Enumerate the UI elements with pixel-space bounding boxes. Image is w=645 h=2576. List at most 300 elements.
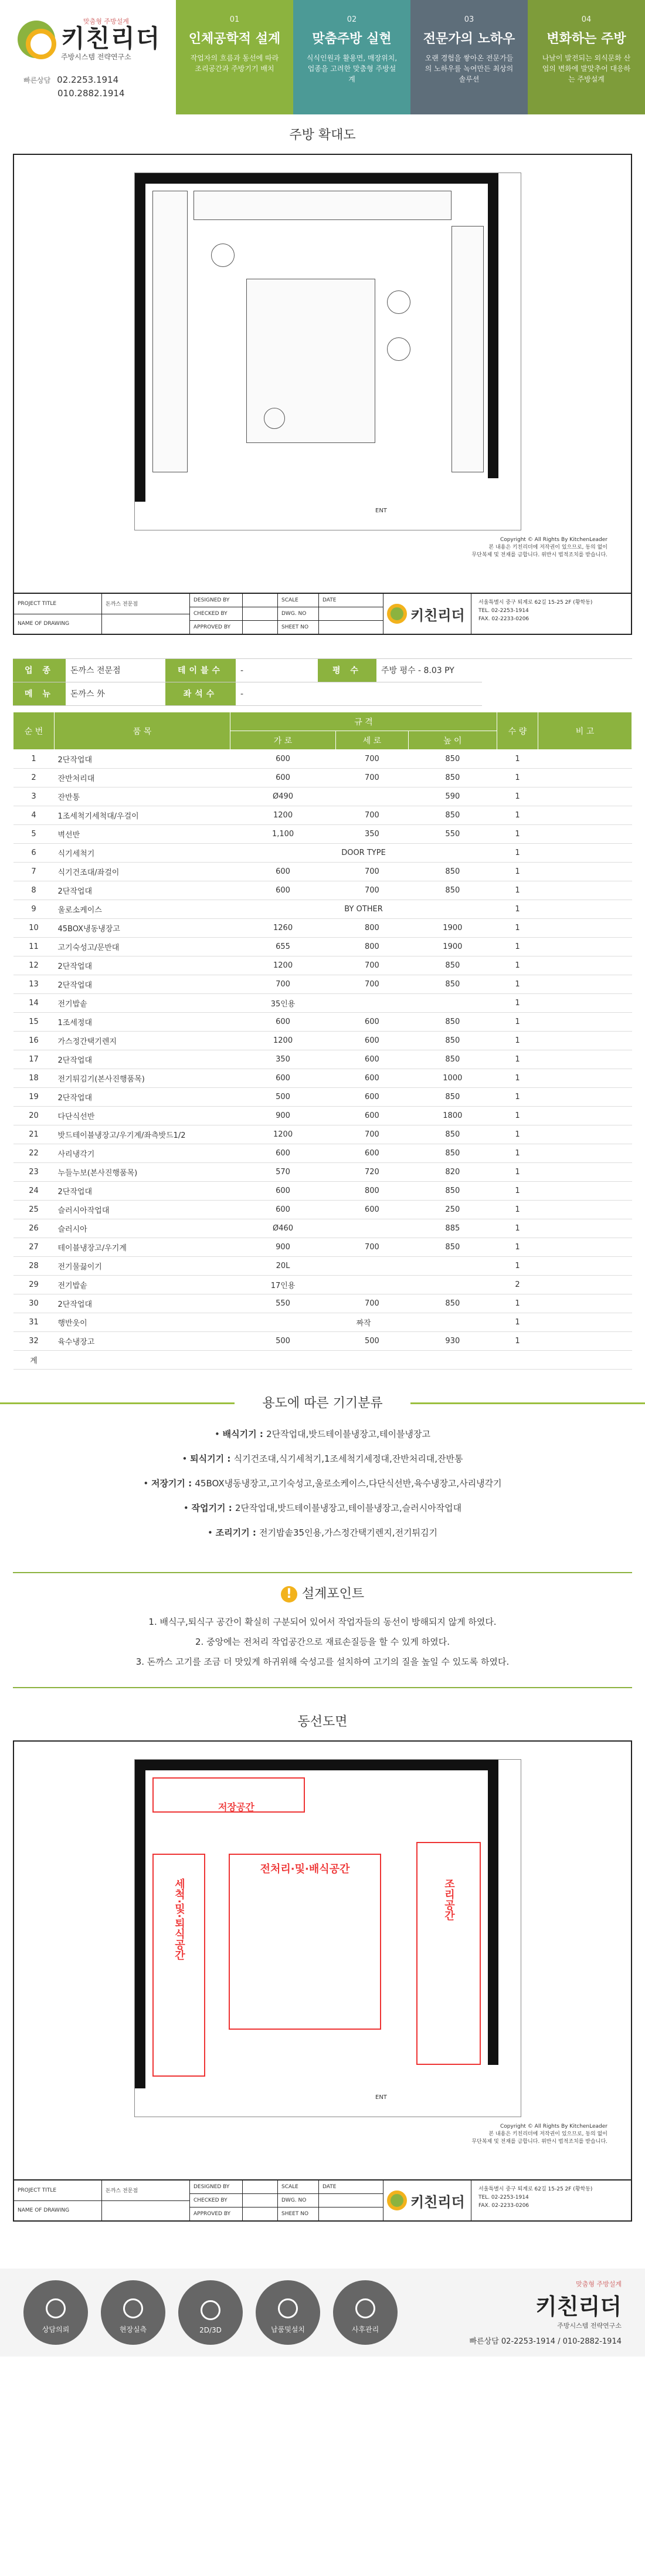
measure-icon	[123, 2298, 143, 2318]
floor-plan	[134, 173, 521, 530]
table-cell: 1	[497, 1013, 538, 1032]
table-row	[13, 1107, 632, 1125]
table-cell: 31	[13, 1313, 55, 1332]
table-cell: 850	[408, 769, 497, 787]
table-cell: 32	[13, 1332, 55, 1351]
table-cell: 1	[497, 1032, 538, 1050]
col-depth: 세 로	[336, 731, 409, 750]
footer	[0, 2269, 645, 2357]
table-cell: 전기밥솥	[55, 994, 230, 1013]
table-row	[13, 975, 632, 994]
floor-plan	[134, 1759, 521, 2117]
table-cell: 850	[408, 956, 497, 975]
table-cell	[538, 1201, 632, 1219]
fixture-right	[451, 226, 484, 472]
col-no: 순 번	[13, 712, 55, 750]
copyright: Copyright © All Rights By KitchenLeader 본 내용은 키친리더에 저작권이 있으므로, 동의 없이 무단복제 및 전재를 금합니다. 위반시 법적조치를 받습니다.	[471, 537, 607, 558]
table-row	[13, 806, 632, 825]
col-height: 높 이	[408, 731, 497, 750]
table-cell: 1	[497, 1050, 538, 1069]
info-value: 주방 평수 - 8.03 PY	[376, 659, 482, 682]
table-row	[13, 900, 632, 919]
table-cell: 27	[13, 1238, 55, 1257]
table-cell: 45BOX냉동냉장고	[55, 919, 230, 938]
table-cell: 10	[13, 919, 55, 938]
info-value: -	[236, 659, 318, 682]
table-cell: 600	[230, 1069, 336, 1088]
table-cell: 28	[13, 1257, 55, 1276]
title-block: PROJECT TITLE NAME OF DRAWING 돈까스 전문점 DESIGNED BY CHECKED BY APPROVED BY SCALE DWG. NO SHEET NO DATE 키친리더 서울특별시 중구 퇴계로 62길 15-25 2F (황학동) TEL. 02-2253-1914 FAX. 02-2233-0206	[14, 593, 631, 634]
table-cell: 720	[336, 1163, 409, 1182]
table-cell: 850	[408, 1088, 497, 1107]
fixture-round	[264, 408, 285, 429]
table-cell	[538, 975, 632, 994]
table-cell: 12	[13, 956, 55, 975]
table-cell: 누들누보(본사진행품목)	[55, 1163, 230, 1182]
table-row	[13, 844, 632, 863]
classify-item: • 작업기기 : 2단작업대,밧드테이블냉장고,테이블냉장고,슬러시아작업대	[183, 1503, 462, 1513]
table-cell: 590	[408, 787, 497, 806]
table-cell	[538, 806, 632, 825]
table-cell: 820	[408, 1163, 497, 1182]
table-row	[13, 1144, 632, 1163]
table-cell: 다단식선반	[55, 1107, 230, 1125]
table-cell: Ø490	[230, 787, 336, 806]
table-cell: 1,100	[230, 825, 336, 844]
footer-btn-install[interactable]: 납품및설치	[256, 2280, 320, 2345]
table-cell: 1	[497, 844, 538, 863]
table-cell	[538, 938, 632, 956]
table-cell	[538, 1313, 632, 1332]
table-cell	[538, 1219, 632, 1238]
table-cell: 9	[13, 900, 55, 919]
table-cell: 1	[497, 787, 538, 806]
table-cell	[408, 1351, 497, 1370]
footer-btn-aftercare[interactable]: 사후관리	[333, 2280, 398, 2345]
table-cell: 350	[336, 825, 409, 844]
install-icon	[278, 2298, 298, 2318]
title-block-address: 서울특별시 중구 퇴계로 62길 15-25 2F (황학동) TEL. 02-2253-1914 FAX. 02-2233-0206	[478, 600, 593, 622]
table-cell: 700	[230, 975, 336, 994]
table-cell: 23	[13, 1163, 55, 1182]
section-title-flow: 동선도면	[297, 1715, 348, 1729]
table-cell: 8	[13, 881, 55, 900]
col-qty: 수 량	[497, 712, 538, 750]
table-cell: 35인용	[230, 994, 336, 1013]
table-cell: 600	[230, 1144, 336, 1163]
table-cell: 슬러시아작업대	[55, 1201, 230, 1219]
table-row	[13, 1219, 632, 1238]
table-cell: 2단작업대	[55, 1182, 230, 1201]
table-cell: 250	[408, 1201, 497, 1219]
table-cell: 850	[408, 1050, 497, 1069]
table-cell: 13	[13, 975, 55, 994]
phone-block	[23, 73, 176, 100]
table-cell: 7	[13, 863, 55, 881]
table-cell	[538, 1144, 632, 1163]
classify-item: • 배식기기 : 2단작업대,밧드테이블냉장고,테이블냉장고	[215, 1429, 430, 1439]
table-cell	[538, 956, 632, 975]
table-row	[13, 1351, 632, 1370]
copyright: Copyright © All Rights By KitchenLeader 본 내용은 키친리더에 저작권이 있으므로, 동의 없이 무단복제 및 전재를 금합니다. 위반시 법적조치를 받습니다.	[471, 2124, 607, 2145]
alert-icon: !	[281, 1586, 297, 1603]
info-value: -	[236, 682, 318, 706]
table-cell: 2단작업대	[55, 956, 230, 975]
table-cell	[538, 1257, 632, 1276]
info-key: 좌석수	[165, 682, 236, 706]
table-cell	[538, 1125, 632, 1144]
table-cell: 19	[13, 1088, 55, 1107]
table-cell: 테이블냉장고/우기계	[55, 1238, 230, 1257]
table-cell: 850	[408, 881, 497, 900]
table-cell: 850	[408, 1125, 497, 1144]
fixture-round	[211, 244, 235, 267]
info-key: 테이블수	[165, 659, 236, 682]
table-cell: 600	[336, 1107, 409, 1125]
table-cell: 전기물끓이기	[55, 1257, 230, 1276]
table-cell: 고기숙성고/문반대	[55, 938, 230, 956]
table-cell: 600	[230, 1013, 336, 1032]
table-cell	[336, 1257, 409, 1276]
wall	[488, 173, 498, 478]
table-cell: 930	[408, 1332, 497, 1351]
title-block-address: 서울특별시 중구 퇴계로 62길 15-25 2F (황학동) TEL. 02-2253-1914 FAX. 02-2233-0206	[478, 2186, 593, 2209]
table-cell	[538, 1088, 632, 1107]
fixture-round	[387, 337, 410, 361]
table-cell	[538, 1107, 632, 1125]
table-cell: 1	[497, 900, 538, 919]
table-cell: 25	[13, 1201, 55, 1219]
footer-btn-consult[interactable]: 상담의뢰	[23, 2280, 88, 2345]
table-cell: 1	[497, 1069, 538, 1088]
table-cell: 1	[497, 1313, 538, 1332]
table-cell: 1	[497, 919, 538, 938]
header	[0, 0, 645, 114]
table-cell: 600	[336, 1050, 409, 1069]
table-cell: 2	[497, 1276, 538, 1294]
table-cell: 850	[408, 806, 497, 825]
table-cell: 29	[13, 1276, 55, 1294]
table-cell: 600	[336, 1201, 409, 1219]
table-cell	[538, 863, 632, 881]
zone-storage: 저장공간	[152, 1777, 305, 1813]
table-cell: 식기건조대/좌걸이	[55, 863, 230, 881]
table-cell: 600	[336, 1088, 409, 1107]
table-cell: 벽선반	[55, 825, 230, 844]
step-num: 02	[347, 15, 357, 24]
design-point: 2. 중앙에는 전처리 작업공간으로 재료손질등을 할 수 있게 하였다.	[195, 1637, 450, 1647]
table-cell: 3	[13, 787, 55, 806]
table-cell: 육수냉장고	[55, 1332, 230, 1351]
design-point: 3. 돈까스 고기를 조금 더 맛있게 하귀위해 숙성고를 설치하여 고기의 질을 높일 수 있도록 하였다.	[135, 1657, 510, 1667]
table-cell	[538, 900, 632, 919]
table-cell: 1	[497, 994, 538, 1013]
zone-prep: 전처리·및·배식공간	[229, 1854, 381, 2030]
table-cell: 350	[230, 1050, 336, 1069]
classify-item: • 저장기기 : 45BOX냉동냉장고,고기숙성고,울로소케이스,다단식선반,육수냉장고,사리냉각기	[143, 1478, 502, 1489]
logo-icon	[387, 604, 407, 624]
table-cell: 850	[408, 975, 497, 994]
ent-label: ENT	[375, 508, 387, 514]
table-cell: 1	[497, 806, 538, 825]
table-cell	[538, 1294, 632, 1313]
table-cell: 계	[13, 1351, 55, 1370]
table-cell: 2	[13, 769, 55, 787]
table-cell: 잔반처리대	[55, 769, 230, 787]
equipment-table	[13, 712, 632, 1370]
table-cell: Ø460	[230, 1219, 336, 1238]
table-row	[13, 1163, 632, 1182]
phone-2[interactable]: 010.2882.1914	[57, 88, 125, 99]
footer-btn-measure[interactable]: 현장실측	[101, 2280, 165, 2345]
table-cell: 655	[230, 938, 336, 956]
tb-logo: 키친리더	[410, 2193, 465, 2210]
col-spec: 규 격	[230, 712, 497, 731]
table-cell	[538, 881, 632, 900]
table-cell: 20L	[230, 1257, 336, 1276]
table-cell: 24	[13, 1182, 55, 1201]
kitchen-plan-drawing	[13, 154, 632, 635]
table-cell: BY OTHER	[230, 900, 497, 919]
phone-label: 빠른상담	[23, 76, 51, 84]
table-cell: 1	[497, 1088, 538, 1107]
wall	[135, 1760, 498, 1770]
table-cell: 20	[13, 1107, 55, 1125]
table-cell: 570	[230, 1163, 336, 1182]
table-cell: 16	[13, 1032, 55, 1050]
table-row	[13, 1069, 632, 1088]
table-cell	[538, 1351, 632, 1370]
classify-title-wrap	[0, 1393, 645, 1411]
table-cell: 1	[497, 881, 538, 900]
table-cell: 550	[230, 1294, 336, 1313]
table-row	[13, 787, 632, 806]
table-row	[13, 881, 632, 900]
table-cell: 2단작업대	[55, 1050, 230, 1069]
step-num: 01	[229, 15, 240, 24]
fixture-left	[152, 191, 188, 472]
table-cell: 1	[497, 1294, 538, 1313]
design-point: 1. 배식구,퇴식구 공간이 확실히 구분되어 있어서 작업자들의 동선이 방해되지 않게 하였다.	[148, 1617, 497, 1627]
table-cell: 11	[13, 938, 55, 956]
table-cell: 2단작업대	[55, 975, 230, 994]
consult-icon	[46, 2298, 66, 2318]
wall	[135, 1760, 145, 2088]
table-cell: 700	[336, 881, 409, 900]
table-cell: 6	[13, 844, 55, 863]
table-cell: 1260	[230, 919, 336, 938]
design-point-title: ! 설계포인트	[13, 1572, 632, 1603]
table-row	[13, 994, 632, 1013]
table-cell: 2단작업대	[55, 750, 230, 769]
step-title: 전문가의 노하우	[423, 32, 515, 46]
table-cell: 사리냉각기	[55, 1144, 230, 1163]
table-cell: 550	[408, 825, 497, 844]
table-cell: 850	[408, 1144, 497, 1163]
tb-logo: 키친리더	[410, 607, 465, 624]
step-title: 맞춤주방 실현	[312, 32, 392, 46]
table-cell	[538, 1238, 632, 1257]
info-key: 업 종	[13, 659, 66, 682]
classify-title: 용도에 따른 기기분류	[250, 1396, 394, 1411]
table-row	[13, 1332, 632, 1351]
table-cell	[538, 994, 632, 1013]
table-row	[13, 919, 632, 938]
table-cell: 1	[497, 1238, 538, 1257]
table-row	[13, 1276, 632, 1294]
table-cell: 26	[13, 1219, 55, 1238]
step-num: 04	[581, 15, 592, 24]
table-cell	[538, 1276, 632, 1294]
table-cell	[336, 994, 409, 1013]
fixture-top	[193, 191, 451, 220]
table-cell: 1	[497, 1182, 538, 1201]
table-cell: 전기밥솥	[55, 1276, 230, 1294]
table-row	[13, 750, 632, 769]
table-cell	[538, 844, 632, 863]
table-cell: 800	[336, 1182, 409, 1201]
info-value: 돈까스 전문점	[66, 659, 165, 682]
table-row	[13, 938, 632, 956]
footer-phone[interactable]: 빠른상담 02-2253-1914 / 010-2882-1914	[469, 2337, 622, 2346]
table-cell: 1	[497, 1125, 538, 1144]
fixture-round	[387, 290, 410, 314]
table-cell: 21	[13, 1125, 55, 1144]
table-cell	[538, 1050, 632, 1069]
table-row	[13, 1201, 632, 1219]
classify-item: • 조리기기 : 전기밥솥35인용,가스정간택기렌지,전기튀김기	[208, 1527, 437, 1538]
table-cell	[55, 1351, 230, 1370]
table-cell: 600	[230, 1201, 336, 1219]
table-cell: 짜작	[230, 1313, 497, 1332]
table-cell	[408, 994, 497, 1013]
table-cell: 1	[497, 825, 538, 844]
table-cell: 1200	[230, 806, 336, 825]
design-points	[13, 1612, 632, 1688]
title-block: PROJECT TITLE NAME OF DRAWING 돈까스 전문점 DESIGNED BY CHECKED BY APPROVED BY SCALE DWG. NO SHEET NO DATE 키친리더 서울특별시 중구 퇴계로 62길 15-25 2F (황학동) TEL. 02-2253-1914 FAX. 02-2233-0206	[14, 2179, 631, 2220]
col-note: 비 고	[538, 712, 632, 750]
info-grid	[13, 658, 632, 706]
table-cell: 슬러시아	[55, 1219, 230, 1238]
info-value: 돈까스 外	[66, 682, 165, 706]
table-cell	[538, 825, 632, 844]
table-cell: 600	[336, 1069, 409, 1088]
step-num: 03	[464, 15, 474, 24]
step-desc: 나날이 발전되는 외식문화 산업의 변화에 발맞추어 대응하는 주방설계	[542, 54, 631, 83]
wall	[135, 173, 498, 184]
table-cell: 1	[497, 1219, 538, 1238]
table-cell: 울로소케이스	[55, 900, 230, 919]
zone-wash: 세척·및·퇴식공간	[152, 1854, 205, 2077]
table-cell	[408, 1276, 497, 1294]
table-cell: 850	[408, 1013, 497, 1032]
table-row	[13, 1125, 632, 1144]
table-cell	[336, 1219, 409, 1238]
table-row	[13, 1182, 632, 1201]
table-cell: 885	[408, 1219, 497, 1238]
table-cell: 1	[497, 956, 538, 975]
table-row	[13, 769, 632, 787]
table-row	[13, 1257, 632, 1276]
table-cell	[336, 787, 409, 806]
brand-block	[0, 0, 176, 114]
table-cell: 600	[336, 1144, 409, 1163]
table-cell: 가스정간택기렌지	[55, 1032, 230, 1050]
table-cell: 800	[336, 938, 409, 956]
table-cell	[538, 750, 632, 769]
footer-btn-design[interactable]: 2D/3D	[178, 2280, 243, 2345]
info-key: 메 뉴	[13, 682, 66, 706]
table-cell: 행반웃이	[55, 1313, 230, 1332]
table-row	[13, 956, 632, 975]
table-cell: 600	[230, 863, 336, 881]
table-cell: 잔반통	[55, 787, 230, 806]
table-cell	[538, 1032, 632, 1050]
table-cell: 30	[13, 1294, 55, 1313]
table-row	[13, 863, 632, 881]
logo-icon	[18, 21, 55, 58]
table-cell: 850	[408, 1238, 497, 1257]
table-cell: 850	[408, 750, 497, 769]
table-cell: 18	[13, 1069, 55, 1088]
table-cell: 1	[497, 1163, 538, 1182]
zone-cook: 조리공간	[416, 1842, 481, 2065]
table-cell: 1	[13, 750, 55, 769]
table-cell	[538, 1013, 632, 1032]
table-cell: 1	[497, 938, 538, 956]
table-cell: 500	[230, 1332, 336, 1351]
wall	[488, 1760, 498, 2065]
table-cell: 1	[497, 1332, 538, 1351]
table-row	[13, 1013, 632, 1032]
table-cell: 1	[497, 863, 538, 881]
table-cell: 1	[497, 1144, 538, 1163]
phone-1[interactable]: 02.2253.1914	[57, 75, 119, 85]
table-cell: 700	[336, 806, 409, 825]
table-cell: 1000	[408, 1069, 497, 1088]
table-cell: 850	[408, 1032, 497, 1050]
table-cell: 1200	[230, 956, 336, 975]
section-title-plan: 주방 확대도	[289, 128, 356, 143]
table-cell: 500	[230, 1088, 336, 1107]
table-cell: 700	[336, 975, 409, 994]
table-cell	[538, 769, 632, 787]
table-row	[13, 1294, 632, 1313]
step-desc: 오랜 경험을 쌓아온 전문가들의 노하우를 녹여만든 최상의 솔루션	[425, 54, 514, 83]
table-cell: 밧드테이블냉장고/우기계/좌측밧드1/2	[55, 1125, 230, 1144]
table-cell: 900	[230, 1107, 336, 1125]
table-row	[13, 1032, 632, 1050]
table-cell: 850	[408, 1294, 497, 1313]
table-cell: 500	[336, 1332, 409, 1351]
table-cell	[538, 1163, 632, 1182]
table-cell	[538, 1332, 632, 1351]
logo-icon	[387, 2190, 407, 2210]
table-cell: 1	[497, 1257, 538, 1276]
table-cell: 1900	[408, 919, 497, 938]
step-4	[528, 0, 645, 114]
table-cell	[336, 1351, 409, 1370]
table-cell: 4	[13, 806, 55, 825]
table-cell: 1200	[230, 1032, 336, 1050]
table-cell: 700	[336, 1125, 409, 1144]
table-cell: 17	[13, 1050, 55, 1069]
col-name: 품 목	[55, 712, 230, 750]
classify-item: • 퇴식기기 : 식기건조대,식기세척기,1조세척기세정대,잔반처리대,잔반통	[182, 1453, 463, 1464]
table-cell	[408, 1257, 497, 1276]
table-cell: 2단작업대	[55, 1294, 230, 1313]
table-row	[13, 1313, 632, 1332]
